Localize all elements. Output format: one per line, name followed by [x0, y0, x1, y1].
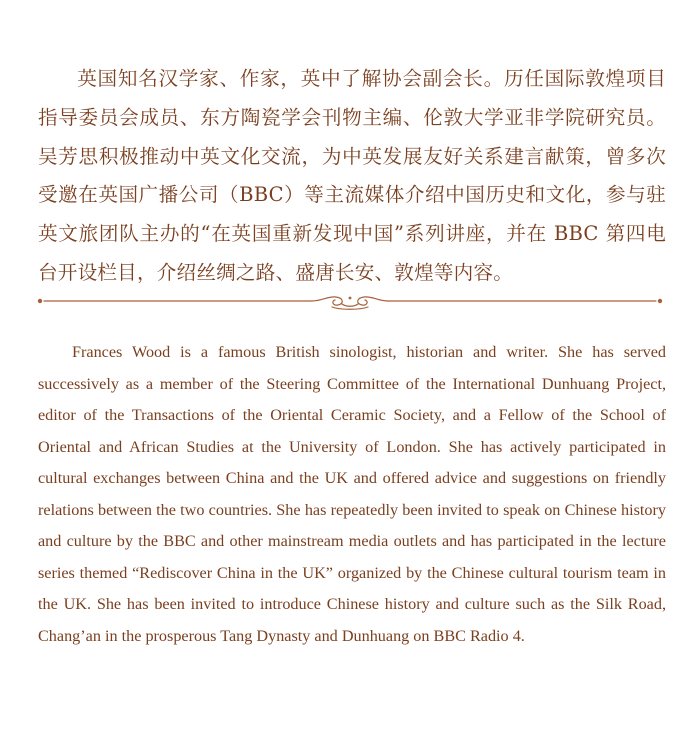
english-biography-paragraph: Frances Wood is a famous British sinologist, historian and writer. She has served successively as a member of the Steering Committee of the International Dunhuang Project, editor of the Transactions of the Oriental Ceramic Society, and a Fellow of the School of Oriental and African Studies at the University of London. She has actively participated in cultural exchanges between China and the UK and offered advice and suggestions on friendly relations between the two countries. She has repeatedly been invited to speak on Chinese history and culture by the BBC and other mainstream media outlets and has participated in the lecture series themed “Rediscover China in the UK” organized by the Chinese cultural tourism team in the UK. She has been invited to introduce Chinese history and culture such as the Silk Road, Chang’an in the prosperous Tang Dynasty and Dunhuang on BBC Radio 4. [38, 343, 666, 645]
ornamental-scroll-divider-icon [36, 288, 664, 314]
chinese-biography-paragraph: 英国知名汉学家、作家，英中了解协会副会长。历任国际敦煌项目指导委员会成员、东方陶瓷学会刊物主编、伦敦大学亚非学院研究员。吴芳思积极推动中英文化交流，为中英发展友好关系建言献策，曾多次受邀在英国广播公司（BBC）等主流媒体介绍中国历史和文化，参与驻英文旅团队主办的“在英国重新发现中国”系列讲座，并在 BBC 第四电台开设栏目，介绍丝绸之路、盛唐长安、敦煌等内容。 [38, 67, 666, 284]
